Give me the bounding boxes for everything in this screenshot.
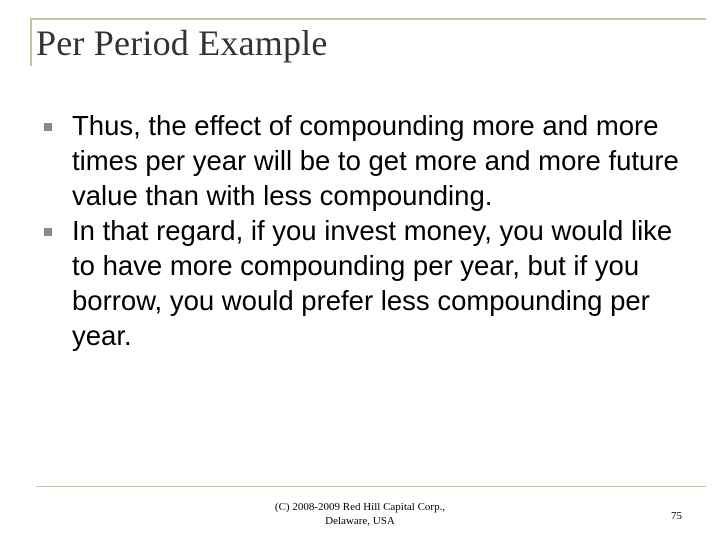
square-bullet-icon — [44, 123, 52, 131]
footer-line-1: (C) 2008-2009 Red Hill Capital Corp., — [274, 501, 446, 513]
footer-rule — [36, 486, 706, 487]
bullet-text: In that regard, if you invest money, you would like to have more compounding per year, but if you borrow, you would prefer less compounding per year. — [72, 215, 673, 351]
slide-title: Per Period Example — [36, 23, 328, 63]
page-number: 75 — [671, 510, 682, 522]
title-top-rule — [30, 18, 706, 20]
bullet-item — [44, 213, 684, 353]
footer-copyright — [240, 500, 480, 528]
bullet-text: Thus, the effect of compounding more and more times per year will be to get more and more future value than with less compounding. — [72, 110, 679, 211]
bullet-item — [44, 108, 684, 213]
bullet-list — [44, 108, 684, 353]
footer-line-2: Delaware, USA — [325, 515, 395, 527]
square-bullet-icon — [44, 228, 52, 236]
title-left-rule — [30, 18, 32, 66]
